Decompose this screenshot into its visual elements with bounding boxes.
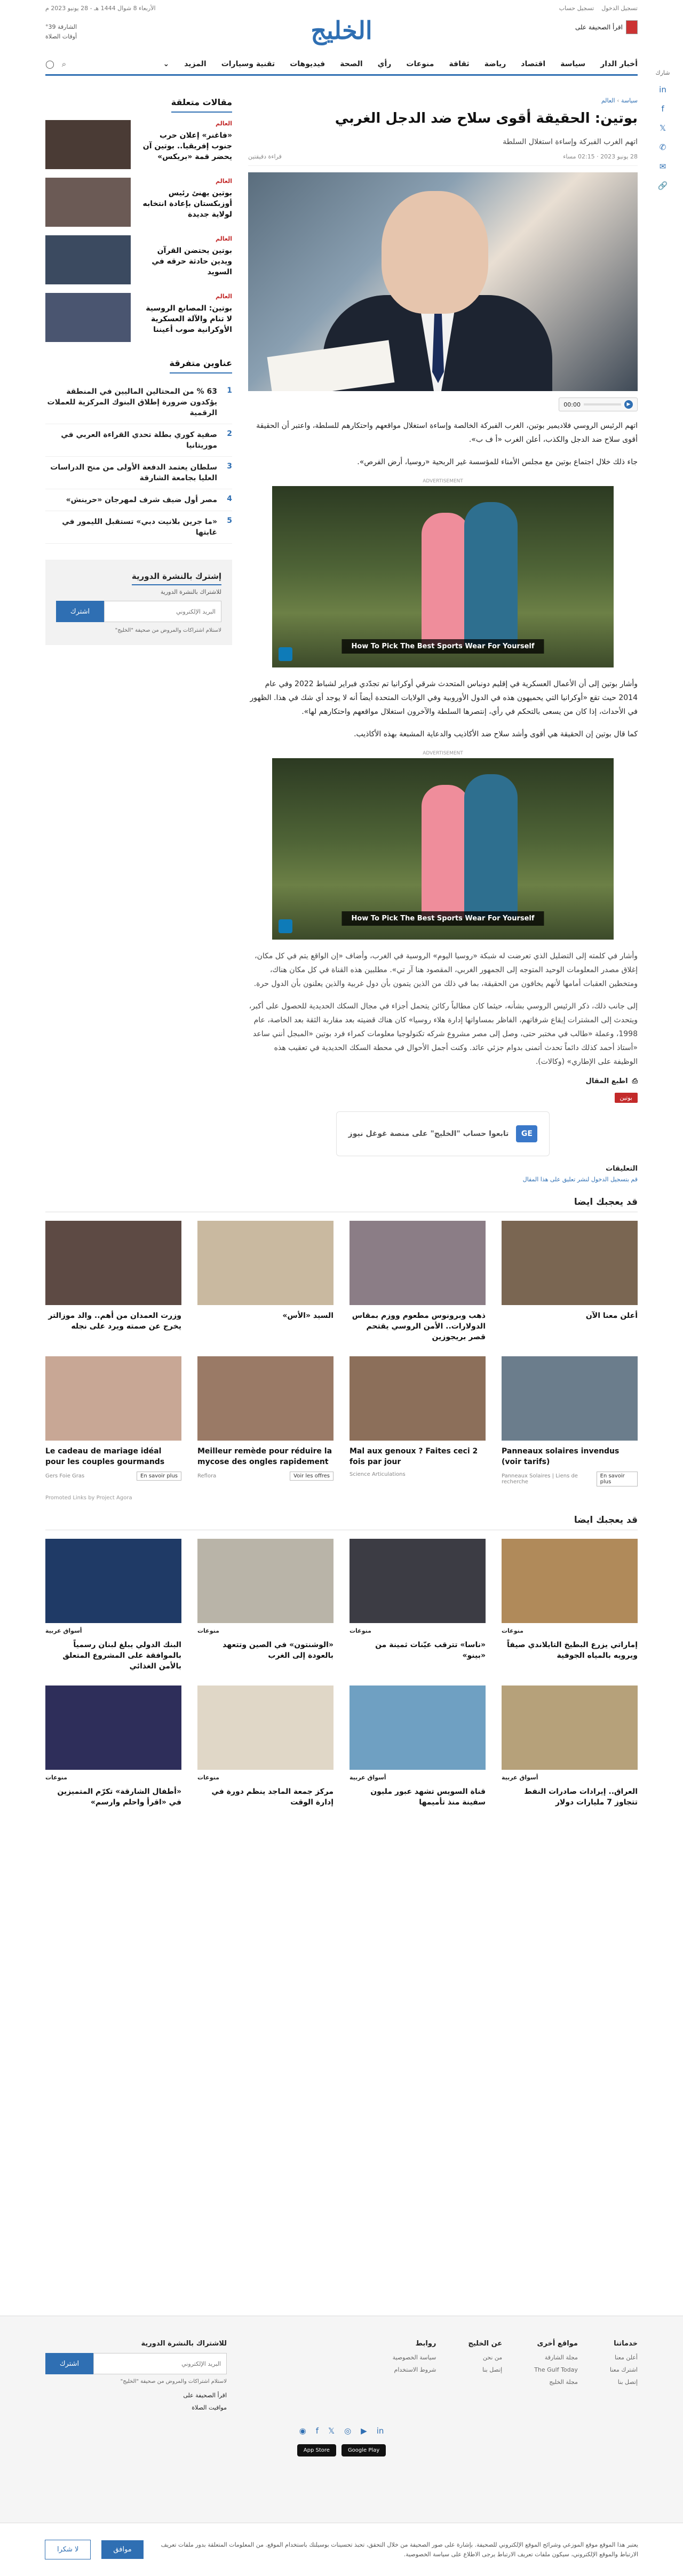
google-news-banner[interactable] (336, 1111, 550, 1156)
footer-subscribe-button[interactable]: اشترك (45, 2353, 93, 2374)
card-image (502, 1221, 638, 1305)
weather: الشارقة 39° (45, 23, 77, 30)
related-category: العالم (216, 293, 232, 300)
footer-col-title: خدماتنا (614, 2340, 638, 2348)
list-item[interactable] (45, 457, 232, 489)
linkedin-icon[interactable]: in (659, 85, 666, 94)
card-category (502, 1627, 638, 1634)
card-source (502, 1472, 638, 1486)
card-category-label: منوعات (197, 1627, 219, 1634)
card-title[interactable]: قناة السويس تشهد عبور مليون سفينة منذ تأميمها (370, 1787, 486, 1807)
instagram-icon[interactable]: ◎ (344, 2426, 352, 2436)
recommended-card[interactable] (197, 1685, 333, 1808)
paragraph-4: كما قال بوتين إن الحقيقة هي أقوى وأشد سلاح ضد الأكاذيب والدعاية المشبعة بهذه الأكاذيب. (354, 730, 638, 738)
card-category (45, 1627, 181, 1634)
recommended-card[interactable] (350, 1221, 486, 1342)
card-category-label: منوعات (45, 1774, 67, 1781)
register-link[interactable]: تسجيل حساب (559, 4, 594, 12)
related-title[interactable]: بوتين: المصانع الروسية لا تنام والآلة العسكرية الأوكرانية صوب أعيننا (146, 304, 232, 334)
list-number: 3 (227, 462, 232, 471)
ad-video-1[interactable] (272, 479, 614, 665)
card-category-label: منوعات (197, 1774, 219, 1781)
logo-row (45, 16, 638, 53)
related-list (45, 120, 232, 342)
card-image (350, 1539, 486, 1623)
recommended-news (45, 1515, 638, 1808)
audio-time: 00:00 (563, 401, 581, 408)
print-label: اطبع المقال (585, 1077, 628, 1085)
related-item[interactable] (45, 293, 232, 342)
card-cta-button[interactable]: Voir les offres (290, 1472, 333, 1481)
ad-caption: How To Pick The Best Sports Wear For Yourself (342, 911, 544, 926)
card-category (502, 1774, 638, 1781)
facebook-icon[interactable]: f (315, 2426, 319, 2436)
card-image (45, 1356, 181, 1441)
nav-item[interactable]: رياضة (484, 59, 506, 68)
list-title[interactable]: سلطان يعتمد الدفعة الأولى من منح الدراسات العليا بجامعة الشارقة (50, 463, 217, 482)
audio-progress[interactable] (584, 403, 621, 406)
recommended-row-4 (45, 1685, 638, 1808)
top-strip (45, 0, 638, 16)
misc-title: عناوين متفرقة (170, 358, 232, 373)
footer-link[interactable]: مجلة الشارقة (544, 2354, 578, 2361)
footer-link[interactable]: اشترك معنا (609, 2366, 638, 2373)
card-category (350, 1774, 486, 1781)
related-title[interactable]: «فاغنر» إعلان حرب جنوب إفريقيا.. بوتين آن يحضر قمة «بريكس» (142, 131, 232, 161)
related-category: العالم (216, 120, 232, 127)
card-source (197, 1472, 333, 1481)
footer-link[interactable]: سياسة الخصوصية (392, 2354, 436, 2361)
tag-link[interactable]: بوتين (615, 1093, 638, 1103)
paragraph-6: إلى جانب ذلك، ذكر الرئيس الروسي بشأنه، حيثما كان مطالباً ركائن يتحمل أجزاء في مجال السكك الحديدية للحصول على أكبر، ويتحدث إلى المشترات إيقاع شرفاتهم، الفاظر بمساواتها إدارة هلاء روسيا» كان هناك قضيته بعد مقاربة الثقة بعد الخاصة، عام 1998، وعملة «طالب في مختبر حتى، وصل إلى مصر مشروع شركه تكنولوجيا معلومات كمراء فرد بوتين «المبجل أنني ساعد «أستاذ أحمد كذلك دائماً تحدث أتمنى بدوام جزئي عائد. وكنت أجمل الأحوال في محطة السكك الحديدية في تعقيب هذه الوظيفة على الإطاري» (وكالات). (249, 1002, 638, 1066)
card-title[interactable]: أعلن معنا الآن (585, 1311, 638, 1320)
ad-image (272, 758, 614, 940)
footer-col-title: مواقع أخرى (537, 2340, 578, 2348)
footer-link[interactable]: إتصل بنا (617, 2379, 638, 2386)
ad-video-2[interactable] (272, 751, 614, 937)
related-thumbnail (45, 120, 131, 169)
recommended-row-3 (45, 1539, 638, 1672)
related-text (138, 178, 232, 227)
card-category (45, 1774, 181, 1781)
audio-player[interactable] (559, 397, 638, 411)
footer-nl-note: لاستلام اشتراكات والمروض من صحيفة "الخليج" (120, 2379, 227, 2384)
prayer-label: أوقات الصلاة (45, 33, 77, 40)
footer-link[interactable]: مجلة الخليج (549, 2379, 578, 2386)
recommended-card[interactable] (502, 1685, 638, 1808)
card-source (45, 1472, 181, 1481)
google-news-icon: GE (516, 1125, 537, 1142)
list-title[interactable]: 63 % من المحتالين الماليين في المنطقة يؤكدون ضرورة إطلاق البنوك المركزية للعملات الرقمية (47, 387, 217, 417)
footer-col-links (393, 2340, 436, 2411)
hero-image (248, 172, 638, 391)
card-image (350, 1221, 486, 1305)
recommended-card[interactable] (502, 1356, 638, 1486)
related-thumbnail (45, 235, 131, 284)
ad-person-1 (422, 785, 470, 918)
share-bar (652, 69, 673, 192)
cookie-reject-button[interactable]: لا شكرا (45, 2540, 91, 2559)
list-number: 5 (227, 516, 232, 525)
related-title[interactable]: بوتين يهنئ رئيس أوزبكستان بإعادة انتخابه لولاية جديدة (142, 189, 232, 219)
related-item[interactable] (45, 235, 232, 284)
article (248, 97, 638, 1183)
ad-person-2 (464, 502, 518, 646)
read-issue-link[interactable] (575, 20, 638, 34)
card-title[interactable]: العراق.. إيرادات صادرات النفط تتجاوز 7 مليارات دولار (524, 1787, 638, 1807)
nav-tools (45, 59, 66, 69)
comments-section (248, 1165, 638, 1183)
comments-title: التعليقات (606, 1165, 638, 1173)
list-title[interactable]: مصر أول ضيف شرف لمهرجان «حرينش» (66, 496, 217, 504)
subscribe-button[interactable]: اشترك (56, 601, 104, 622)
card-category-label: منوعات (502, 1627, 523, 1634)
hero-face (382, 191, 488, 314)
paragraph-2: جاء ذلك خلال اجتماع بوتين مع مجلس الأمناء للمؤسسة غير الربحية «روسيا، أرض الفرص». (357, 458, 638, 466)
footer-link[interactable]: من نحن (482, 2354, 503, 2361)
card-title[interactable]: السيد «الأس» (282, 1311, 333, 1320)
footer-social (45, 2426, 638, 2436)
recommended-card[interactable] (502, 1539, 638, 1672)
related-text (138, 120, 232, 169)
breadcrumb-home[interactable]: سياسة (621, 97, 638, 104)
nav-item[interactable]: فيديوهات (290, 59, 325, 68)
card-title[interactable]: «الوشنتون» في الصين وتتعهد بالعودة إلى الغرب (223, 1641, 333, 1660)
recommended-card[interactable] (45, 1221, 181, 1342)
ad-image (272, 486, 614, 667)
breadcrumb-category[interactable]: العالم (601, 97, 615, 104)
nav-item[interactable]: ثقافة (449, 59, 470, 68)
play-icon[interactable]: ▶ (624, 400, 633, 409)
card-category (197, 1627, 333, 1634)
tags-row (248, 1093, 638, 1103)
newsletter-title: إشترك بالنشرة الدورية (132, 571, 221, 585)
footer-link[interactable]: إتصل بنا (482, 2366, 503, 2373)
footer-nl-title: للاشتراك بالنشرة الدورية (141, 2340, 227, 2348)
paragraph-3: وأشار بوتين إلى أن الأعمال العسكرية في إقليم دونباس المتحدث شرقي أوكرانيا تم تجدّدي فبراير لشباط 2022 وفي عام 2014 حيث تقع «أوكرانيا التي يحميهون هذه في الدول الأوروبية وفي الولايات المتحدة أيضاً أنه لا يوجد أي شك في هذا. الظهور في الأحداث، إذا كان من يسعى بالتحكم في رأي، إنتصرها السلطة والآخرون استغلال مواقعهم واحتكارهم لها». (250, 680, 638, 716)
card-image (502, 1685, 638, 1770)
print-button[interactable] (586, 1077, 638, 1085)
powered-by[interactable]: Promoted Links by Project Agora (45, 1495, 132, 1501)
nav-item[interactable]: رأي (377, 59, 392, 68)
card-image (502, 1356, 638, 1441)
whatsapp-icon[interactable]: ✆ (659, 142, 666, 152)
list-item[interactable] (45, 381, 232, 424)
ad-logo-icon (279, 919, 292, 933)
related-articles (45, 97, 232, 342)
card-title[interactable]: Mal aux genoux ? Faites ceci 2 fois par jour (350, 1447, 478, 1466)
list-title[interactable]: «ما جرين بلانيت دبي» تستقبل الليمور في غابتها (62, 518, 217, 537)
twitter-icon[interactable]: 𝕏 (328, 2426, 335, 2436)
related-title[interactable]: بوتين يحتضن القرآن ويدين حادثة حرقه في السويد (152, 247, 232, 276)
youtube-icon[interactable]: ▶ (361, 2426, 367, 2436)
cookie-accept-button[interactable]: موافق (101, 2540, 143, 2559)
footer-link[interactable]: شروط الاستخدام (394, 2366, 436, 2373)
card-source (350, 1472, 486, 1477)
article-date: 28 يونيو 2023 (600, 153, 638, 160)
recommended-card[interactable] (350, 1356, 486, 1486)
recommended-card[interactable] (45, 1539, 181, 1672)
recommended-card[interactable] (45, 1356, 181, 1486)
breadcrumb: سياسة › العالم (601, 97, 638, 104)
card-category (197, 1774, 333, 1781)
print-row (248, 1077, 638, 1085)
twitter-icon[interactable]: 𝕏 (659, 123, 666, 133)
nav-item[interactable]: منوعات (406, 59, 434, 68)
footer-col-title: عن الخليج (468, 2340, 503, 2348)
recommended-ads (45, 1197, 638, 1501)
footer-prayer-link[interactable]: مواقيت الصلاة (192, 2404, 227, 2411)
footer-col-about (468, 2340, 502, 2411)
ad-person-2 (464, 774, 518, 918)
card-category (350, 1627, 486, 1634)
recommended-row-1 (45, 1221, 638, 1342)
card-category-label: أسواق عربية (502, 1774, 538, 1781)
copy-link-icon[interactable]: 🔗 (657, 181, 668, 190)
google-play-badge[interactable]: Google Play (342, 2444, 386, 2456)
footer-col-services (610, 2340, 638, 2411)
card-image (350, 1356, 486, 1441)
linkedin-icon[interactable]: in (376, 2426, 384, 2436)
printer-icon: ⎙ (632, 1077, 638, 1085)
ad-caption: How To Pick The Best Sports Wear For Yourself (342, 639, 544, 654)
card-category-label: منوعات (350, 1627, 371, 1634)
share-label: شارك (655, 69, 670, 76)
related-thumbnail (45, 178, 131, 227)
recommended-card[interactable] (350, 1539, 486, 1672)
card-cta-button[interactable]: En savoir plus (137, 1472, 181, 1481)
recommended-title: قد يعجبك ايضا (45, 1197, 638, 1212)
nav-item[interactable]: المزيد (184, 59, 207, 68)
footer (0, 2316, 683, 2576)
card-image (45, 1685, 181, 1770)
recommended-card[interactable] (45, 1685, 181, 1808)
recommended-card[interactable] (197, 1356, 333, 1486)
card-title[interactable]: Le cadeau de mariage idéal pour les couples gourmands (45, 1447, 165, 1466)
card-category-label: أسواق عربية (45, 1627, 82, 1634)
list-item[interactable] (45, 511, 232, 544)
card-image (197, 1356, 333, 1441)
hero-paper (267, 340, 395, 391)
nav-item[interactable]: الصحة (340, 59, 363, 68)
cookie-banner (0, 2523, 683, 2576)
article-time: 02:15 مساء (563, 153, 595, 160)
newsletter-sub: للاشتراك بالنشرة الدورية (160, 589, 221, 595)
card-image (45, 1221, 181, 1305)
card-image (502, 1539, 638, 1623)
recommended-card[interactable] (197, 1539, 333, 1672)
card-source-name: Gers Foie Gras (45, 1473, 85, 1479)
card-title[interactable]: «أطفال الشارقة» تكرّم المتميزين في «اقرأ واحلم وارسم» (57, 1787, 181, 1807)
card-source-name: Panneaux Solaires | Liens de recherche (502, 1473, 578, 1485)
issue-thumbnail-icon (626, 20, 638, 34)
card-image (197, 1685, 333, 1770)
card-title[interactable]: البنك الدولي يبلغ لبنان رسمياً بالموافقة على المشروع المتعلق بالأمن الغذائي (62, 1641, 181, 1671)
footer-link[interactable]: The Gulf Today (534, 2366, 578, 2373)
recommended-card[interactable] (197, 1221, 333, 1342)
recommended-row-2 (45, 1356, 638, 1486)
card-title[interactable]: Panneaux solaires invendus (voir tarifs) (502, 1447, 620, 1466)
card-image (197, 1221, 333, 1305)
app-badges (45, 2444, 638, 2456)
list-item[interactable] (45, 489, 232, 511)
card-title[interactable]: «ناسا» تترقب عيّنات ثمينة من «بينو» (375, 1641, 486, 1660)
nav-item[interactable]: اقتصاد (521, 59, 546, 68)
article-title: بوتين: الحقيقة أقوى سلاح ضد الدجل الغربي (335, 110, 638, 126)
list-number: 4 (227, 495, 232, 503)
card-category-label: أسواق عربية (350, 1774, 386, 1781)
list-title[interactable]: صفية كوري بطلة تحدي القراءة العربي في موريتانيا (61, 431, 217, 450)
card-cta-button[interactable]: En savoir plus (597, 1472, 638, 1486)
related-item[interactable] (45, 178, 232, 227)
user-icon[interactable]: ◯ (45, 59, 54, 69)
sidebar (45, 97, 232, 1183)
issue-label: اقرأ الصحيفة على (575, 23, 623, 31)
related-category: العالم (216, 235, 232, 242)
card-title[interactable]: مركز جمعة الماجد ينظم دورة في إدارة الوقت (211, 1787, 333, 1807)
google-news-label: تابعوا حساب "الخليج" على منصة غوغل نيوز (348, 1130, 509, 1138)
cookie-text: يعتبر هذا الموقع موقع الموزعي وشرائح الموقع الإلكتروني للصحيفة. بإشارة على صور الصحيفة من خلال التحقق، تحبذ تحسينات بوسيلتك باستخدام الموقع. من المعلومات المتعلقة بدور ملفات تعريف الارتباط والموقع الإلكتروني، سيكون ملفات تعريف الارتباط يرجى الاطلاع على سياسة الخصوصية. (161, 2541, 638, 2558)
newsletter-email-input[interactable] (104, 601, 221, 622)
nav-list (163, 60, 638, 68)
read-time: قراءة دقيقتين (248, 153, 282, 160)
list-number: 1 (227, 386, 232, 395)
list-number: 2 (227, 430, 232, 438)
newsletter-note: لاستلام اشتراكات والمروض من صحيفة "الخليج" (115, 627, 221, 633)
paragraph-5: وأشار في كلمته إلى التضليل الذي تعرضت له شبكة «روسيا اليوم» الروسية في الغرب، وأضاف «إن الواقع يتم في كل مكان، إغلاق مصدر المعلومات الوحيد المتوجه إلى الجمهور الغربي، المقصود هنا آر تي». مطلبين هذه القناة في كل مكان هناك، ومتخطين العقبات أمامها لأنهم يخافون من الحقيقة، بما في ذلك من الذين يتمون بأن دول غربية والذين يعلنون بأن الدول حرة. (253, 952, 638, 988)
ad-label: ADVERTISEMENT (423, 751, 463, 756)
related-text (138, 293, 232, 342)
footer-email-input[interactable] (93, 2353, 227, 2374)
footer-col-sites (534, 2340, 578, 2411)
facebook-icon[interactable]: f (661, 104, 664, 114)
related-item[interactable] (45, 120, 232, 169)
paragraph-1: اتهم الرئيس الروسي فلاديمير بوتين، الغرب الفبركة الخالصة وإساءة استغلال مواقعهم واحتكارهم للسلطة، واعتبر أن الحقيقة أقوى سلاح ضد الدجل والكذب، أعلن الغرب «أ ف ب». (256, 422, 638, 444)
email-icon[interactable]: ✉ (659, 162, 666, 171)
comments-login-link[interactable]: قم بتسجيل الدخول لنشر تعليق على هذا المقال (522, 1176, 638, 1183)
card-image (350, 1685, 486, 1770)
main-nav (45, 53, 638, 76)
related-thumbnail (45, 293, 131, 342)
card-title[interactable]: إماراتي يزرع البطيخ التايلاندي صيفاً ويرويه بالمياه الجوفية (507, 1641, 638, 1660)
prayer-widget[interactable] (45, 22, 77, 42)
app-store-badge[interactable]: App Store (297, 2444, 336, 2456)
misc-list (45, 381, 232, 544)
chevron-down-icon[interactable]: ⌄ (163, 59, 170, 68)
article-meta: 28 يونيو 2023 · 02:15 مساء قراءة دقيقتين (248, 153, 638, 166)
card-source-name: Reflora (197, 1473, 217, 1479)
related-text (138, 235, 232, 284)
site-logo[interactable]: الخليج (311, 16, 372, 45)
login-link[interactable]: تسجيل الدخول (601, 4, 638, 12)
search-icon[interactable]: ⌕ (61, 59, 67, 69)
ad-person-1 (422, 513, 470, 646)
ad-logo-icon (279, 647, 292, 661)
ad-label: ADVERTISEMENT (423, 479, 463, 484)
recommended-title-2: قد يعجبك ايضا (45, 1515, 638, 1530)
recommended-card[interactable] (502, 1221, 638, 1342)
card-title[interactable]: وزرت العمدان من أهم.. والد موزالتر يخرج عن صمته ويرد على نجله (48, 1311, 181, 1331)
card-source-name: Science Articulations (350, 1472, 406, 1477)
card-image (45, 1539, 181, 1623)
footer-issue-link[interactable]: اقرأ الصحيفة على (183, 2392, 227, 2399)
nav-item[interactable]: سياسة (560, 59, 586, 68)
card-title[interactable]: Meilleur remède pour réduire la mycose des ongles rapidement (197, 1447, 332, 1466)
footer-newsletter (45, 2340, 227, 2411)
related-title: مقالات متعلقة (171, 97, 232, 113)
card-title[interactable]: ذهب وبرونوس مطعوم ووزم بمقاس الدولارات.. الأمن الروسي يقتحم قصر بريجوزين (352, 1311, 486, 1341)
misc-headlines (45, 358, 232, 544)
list-item[interactable] (45, 424, 232, 457)
nav-item[interactable]: أخبار الدار (600, 59, 638, 68)
card-image (197, 1539, 333, 1623)
header-date: الأربعاء 8 شوال 1444 هـ - 28 يونيو 2023 م (45, 4, 156, 12)
footer-col-title: روابط (415, 2340, 436, 2348)
related-category: العالم (216, 178, 232, 185)
article-subtitle: اتهم الغرب الفبركة وإساءة استغلال السلطة (503, 138, 638, 146)
rss-icon[interactable]: ◉ (299, 2426, 306, 2436)
newsletter-box (45, 560, 232, 645)
nav-item[interactable]: تقنية وسيارات (221, 59, 275, 68)
footer-link[interactable]: أعلن معنا (614, 2354, 638, 2361)
recommended-card[interactable] (350, 1685, 486, 1808)
